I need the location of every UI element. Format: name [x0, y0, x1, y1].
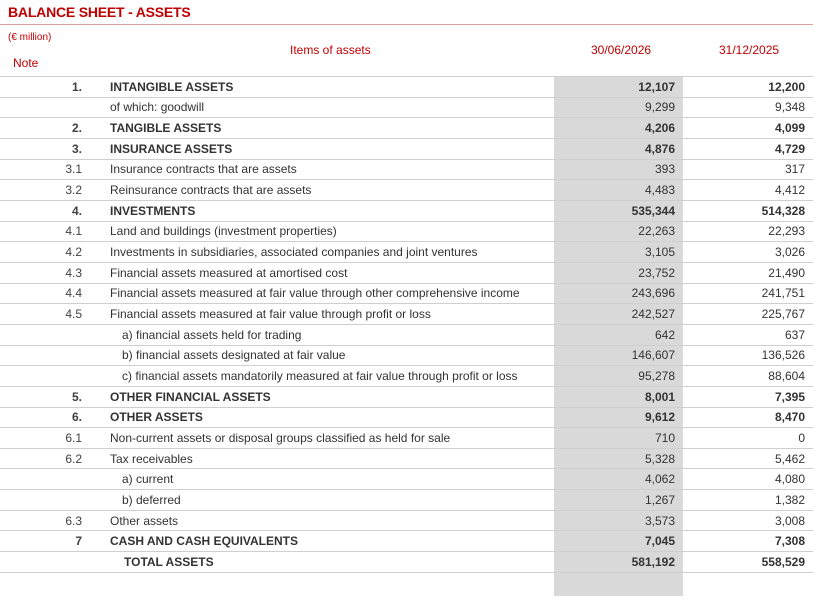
row-note	[0, 469, 82, 490]
row-value-current: 4,206	[554, 118, 683, 139]
row-value-previous: 5,462	[683, 448, 813, 469]
row-note	[0, 97, 82, 118]
row-note	[0, 490, 82, 511]
row-spacer	[82, 366, 110, 387]
items-column-header: Items of assets	[290, 43, 371, 57]
units-label: (€ million)	[8, 32, 52, 43]
row-value-previous: 12,200	[683, 77, 813, 98]
row-value-current: 12,107	[554, 77, 683, 98]
row-label	[110, 180, 554, 201]
table-row	[0, 552, 813, 573]
row-label	[110, 345, 554, 366]
row-label	[110, 221, 554, 242]
row-label-text: Financial assets measured at fair value through profit or loss	[110, 307, 431, 322]
row-label-text: INTANGIBLE ASSETS	[110, 79, 234, 94]
row-value-previous: 4,080	[683, 469, 813, 490]
row-note-text: 3.2	[65, 183, 82, 198]
row-spacer	[82, 386, 110, 407]
row-label	[110, 407, 554, 428]
row-note-text: 1.	[71, 79, 82, 94]
row-note	[0, 366, 82, 387]
row-note	[0, 552, 82, 573]
row-value-current: 1,267	[554, 490, 683, 511]
row-spacer	[82, 262, 110, 283]
row-label-text: Tax receivables	[110, 451, 193, 466]
row-value-current: 95,278	[554, 366, 683, 387]
table-row	[0, 283, 813, 304]
row-value-current: 642	[554, 324, 683, 345]
row-value-previous: 7,308	[683, 531, 813, 552]
row-label	[110, 262, 554, 283]
row-value-current: 242,527	[554, 304, 683, 325]
row-note	[0, 345, 82, 366]
row-value-previous: 225,767	[683, 304, 813, 325]
row-value-current: 5,328	[554, 448, 683, 469]
table-row	[0, 324, 813, 345]
row-spacer	[82, 283, 110, 304]
row-value-current: 9,612	[554, 407, 683, 428]
row-value-previous: 514,328	[683, 200, 813, 221]
row-spacer	[82, 200, 110, 221]
row-label	[110, 118, 554, 139]
row-spacer	[82, 552, 110, 573]
row-label-text: Other assets	[110, 513, 179, 528]
row-value-current: 4,062	[554, 469, 683, 490]
row-spacer	[82, 448, 110, 469]
row-value-previous: 558,529	[683, 552, 813, 573]
row-label-text: INVESTMENTS	[110, 203, 196, 218]
row-label-text: a) financial assets held for trading	[122, 327, 302, 342]
row-spacer	[82, 490, 110, 511]
row-value-previous: 0	[683, 428, 813, 449]
row-value-previous: 637	[683, 324, 813, 345]
row-value-previous: 241,751	[683, 283, 813, 304]
assets-table-body	[0, 77, 813, 573]
row-note	[0, 407, 82, 428]
row-label	[110, 552, 554, 573]
table-row	[0, 180, 813, 201]
row-value-previous: 9,348	[683, 97, 813, 118]
row-note	[0, 262, 82, 283]
row-value-previous: 3,008	[683, 510, 813, 531]
row-label-text: Land and buildings (investment properties)	[110, 224, 337, 239]
row-value-current: 393	[554, 159, 683, 180]
row-value-previous: 21,490	[683, 262, 813, 283]
row-value-current: 4,483	[554, 180, 683, 201]
row-value-previous: 317	[683, 159, 813, 180]
row-note-text: 6.1	[65, 430, 82, 445]
row-note	[0, 159, 82, 180]
row-spacer	[82, 324, 110, 345]
row-label	[110, 469, 554, 490]
row-note-text: 4.	[71, 203, 82, 218]
row-value-current: 9,299	[554, 97, 683, 118]
row-spacer	[82, 531, 110, 552]
row-value-current: 3,573	[554, 510, 683, 531]
table-row	[0, 221, 813, 242]
row-spacer	[82, 510, 110, 531]
row-value-previous: 7,395	[683, 386, 813, 407]
table-row	[0, 386, 813, 407]
row-note-text: 6.3	[65, 513, 82, 528]
row-label	[110, 448, 554, 469]
table-row	[0, 97, 813, 118]
table-row	[0, 448, 813, 469]
table-row	[0, 242, 813, 263]
row-label-text: CASH AND CASH EQUIVALENTS	[110, 534, 299, 549]
row-label	[110, 510, 554, 531]
row-note	[0, 428, 82, 449]
row-note	[0, 283, 82, 304]
row-spacer	[82, 97, 110, 118]
row-note	[0, 448, 82, 469]
row-value-current: 710	[554, 428, 683, 449]
row-value-previous: 4,412	[683, 180, 813, 201]
row-label	[110, 159, 554, 180]
row-value-previous: 136,526	[683, 345, 813, 366]
row-value-previous: 88,604	[683, 366, 813, 387]
row-label	[110, 490, 554, 511]
row-spacer	[82, 242, 110, 263]
row-value-current: 23,752	[554, 262, 683, 283]
row-note-text: 5.	[71, 389, 82, 404]
row-label	[110, 283, 554, 304]
row-spacer	[82, 180, 110, 201]
row-label-text: Financial assets measured at amortised cost	[110, 265, 348, 280]
title-divider	[0, 24, 813, 25]
table-row	[0, 510, 813, 531]
row-label-text: Reinsurance contracts that are assets	[110, 183, 312, 198]
row-note	[0, 118, 82, 139]
row-note-text: 3.	[71, 141, 82, 156]
row-label-text: Insurance contracts that are assets	[110, 162, 297, 177]
table-row	[0, 159, 813, 180]
row-note-text: 4.2	[65, 245, 82, 260]
row-note	[0, 324, 82, 345]
date-column-header-current: 30/06/2026	[591, 43, 652, 57]
row-value-previous: 4,099	[683, 118, 813, 139]
row-note-text: 4.5	[65, 307, 82, 322]
row-value-previous: 8,470	[683, 407, 813, 428]
row-value-current: 8,001	[554, 386, 683, 407]
table-row	[0, 262, 813, 283]
row-label-text: c) financial assets mandatorily measured at fair value through profit or loss	[122, 369, 518, 384]
row-label	[110, 428, 554, 449]
date-column-header-previous: 31/12/2025	[719, 43, 780, 57]
row-spacer	[82, 138, 110, 159]
row-label-text: Financial assets measured at fair value through other comprehensive income	[110, 286, 520, 301]
row-note-text: 4.1	[65, 224, 82, 239]
table-row	[0, 138, 813, 159]
table-row	[0, 118, 813, 139]
row-note-text: 3.1	[65, 162, 82, 177]
row-note	[0, 138, 82, 159]
row-label-text: TANGIBLE ASSETS	[110, 121, 222, 136]
table-row	[0, 304, 813, 325]
table-row	[0, 200, 813, 221]
row-spacer	[82, 118, 110, 139]
row-value-current: 243,696	[554, 283, 683, 304]
row-label	[110, 531, 554, 552]
row-label-text: of which: goodwill	[110, 100, 205, 115]
row-note	[0, 531, 82, 552]
row-note	[0, 510, 82, 531]
row-label-text: b) financial assets designated at fair value	[122, 348, 346, 363]
row-label	[110, 366, 554, 387]
row-note	[0, 304, 82, 325]
row-spacer	[82, 221, 110, 242]
row-note-text: 4.4	[65, 286, 82, 301]
row-value-previous: 4,729	[683, 138, 813, 159]
row-value-current: 581,192	[554, 552, 683, 573]
row-spacer	[82, 304, 110, 325]
row-value-previous: 22,293	[683, 221, 813, 242]
row-note	[0, 200, 82, 221]
row-note	[0, 77, 82, 98]
row-label	[110, 97, 554, 118]
row-label-text: Non-current assets or disposal groups classified as held for sale	[110, 430, 451, 445]
row-note-text: 7	[75, 534, 82, 549]
row-label-text: b) deferred	[122, 492, 181, 507]
table-row	[0, 428, 813, 449]
row-note-text: 6.	[71, 410, 82, 425]
row-value-previous: 3,026	[683, 242, 813, 263]
row-value-current: 3,105	[554, 242, 683, 263]
row-note	[0, 386, 82, 407]
row-value-current: 146,607	[554, 345, 683, 366]
page-title: BALANCE SHEET - ASSETS	[8, 4, 191, 20]
row-label-text: a) current	[122, 472, 174, 487]
row-label	[110, 138, 554, 159]
row-label-text: OTHER FINANCIAL ASSETS	[110, 389, 271, 404]
row-value-current: 7,045	[554, 531, 683, 552]
row-note-text: 6.2	[65, 451, 82, 466]
row-note	[0, 221, 82, 242]
row-spacer	[82, 345, 110, 366]
row-value-previous: 1,382	[683, 490, 813, 511]
row-note-text: 2.	[71, 121, 82, 136]
row-spacer	[82, 159, 110, 180]
row-label	[110, 77, 554, 98]
row-label	[110, 242, 554, 263]
table-row	[0, 469, 813, 490]
row-value-current: 535,344	[554, 200, 683, 221]
note-column-header: Note	[13, 56, 39, 70]
assets-table	[0, 76, 813, 573]
row-label-text: TOTAL ASSETS	[124, 554, 214, 569]
table-row	[0, 407, 813, 428]
row-spacer	[82, 77, 110, 98]
row-note-text: 4.3	[65, 265, 82, 280]
row-label	[110, 386, 554, 407]
row-spacer	[82, 469, 110, 490]
row-value-current: 22,263	[554, 221, 683, 242]
table-row	[0, 366, 813, 387]
table-row	[0, 531, 813, 552]
row-note	[0, 180, 82, 201]
row-label	[110, 324, 554, 345]
row-label-text: OTHER ASSETS	[110, 410, 203, 425]
table-row	[0, 490, 813, 511]
row-label-text: Investments in subsidiaries, associated companies and joint ventures	[110, 245, 478, 260]
table-row	[0, 345, 813, 366]
row-label	[110, 200, 554, 221]
row-spacer	[82, 407, 110, 428]
row-value-current: 4,876	[554, 138, 683, 159]
row-note	[0, 242, 82, 263]
table-row	[0, 77, 813, 98]
row-label-text: INSURANCE ASSETS	[110, 141, 233, 156]
row-label	[110, 304, 554, 325]
row-spacer	[82, 428, 110, 449]
